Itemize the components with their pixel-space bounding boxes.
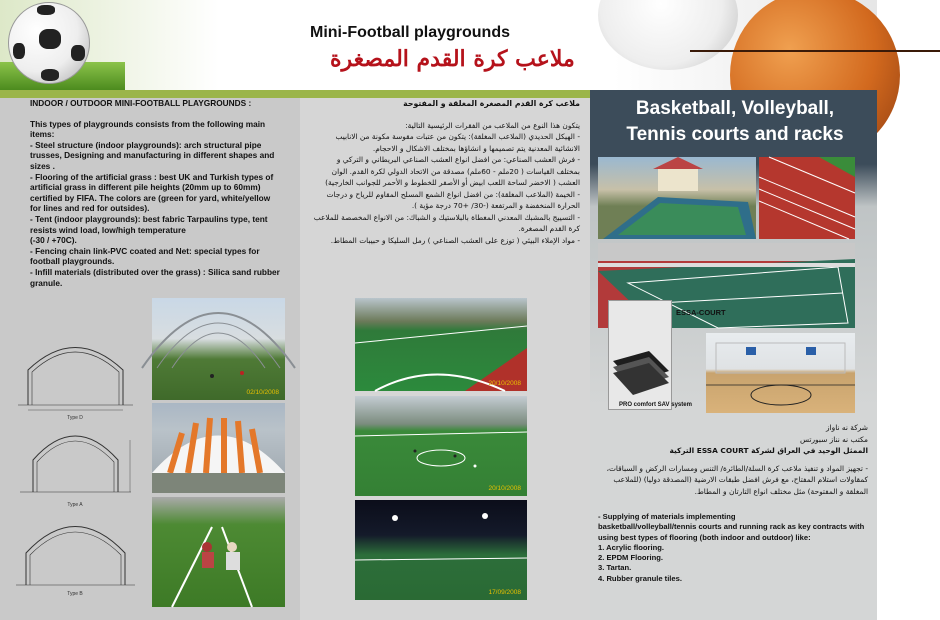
photo-date: 20/10/2008 bbox=[488, 380, 521, 387]
right-arabic-line: الممثل الوحيد في العراق لشركة ESSA COURT التركية bbox=[669, 446, 868, 455]
arabic-heading: ملاعب كرة القدم المصغرة المغلقة و المفتوحة bbox=[403, 99, 580, 108]
arabic-description bbox=[312, 98, 580, 246]
photo-date: 17/09/2008 bbox=[488, 589, 521, 596]
diagram-label: Type B bbox=[67, 591, 83, 597]
photo-date: 02/10/2008 bbox=[246, 389, 279, 396]
arabic-line: - التسييج بالمشبك المعدني المغطاة بالبلاستيك و الشباك: من الانواع المخصصة للملاعب كرة القدم المصغرة. bbox=[313, 212, 580, 233]
right-arabic-line: - تجهيز المواد و تنفيذ ملاعب كرة السلة/الطائرة/ التنس ومسارات الركض و السباقات، كمقاولات استلام المفتاح، مع فرش افضل طبقات الارضية (المصدقة دوليا) (للملاعب المغلقة و المفتوحة) مثل مختلف انواع التارتان و المطاط. bbox=[606, 463, 868, 496]
photo-indoor-basketball-court bbox=[706, 333, 855, 413]
title-english: Mini-Football playgrounds bbox=[310, 24, 510, 41]
arabic-line: - مواد الإملاء البيئي ( توزع على العشب الصناعي ) رمل السليكا و حبيبات المطاط. bbox=[330, 235, 580, 245]
english-line: - Tent (indoor playgrounds): best fabric Tarpaulins type, tent resists wind load, low/high temperature bbox=[30, 213, 268, 235]
structure-diagram-type-a bbox=[8, 420, 143, 512]
right-arabic-line: شركة نه ناواز bbox=[826, 423, 868, 432]
english-line: - Steel structure (indoor playgrounds): arch structural pipe trusses, Designing and manufacturing in different shapes and sizes . bbox=[30, 139, 275, 171]
arabic-line: - فرش العشب الصناعي: من افضل انواع العشب الصناعي البريطاني و التركي و بمختلف القياسات ( 20ملم - 60ملم) مصدقة من الاتحاد الدولي لكرة القدم. الوان العشب ( الاخضر لساحة اللعب ابيض أو الأصفر للخطوط و الأحمر للجوانب الخارجية) bbox=[325, 155, 580, 187]
volleyball-image bbox=[598, 0, 738, 70]
photo-flooring-layers bbox=[608, 300, 692, 410]
right-title bbox=[600, 96, 870, 148]
diagram-label: Type D bbox=[67, 415, 83, 421]
photo-indoor-arch-field bbox=[152, 298, 285, 400]
english-line: This types of playgrounds consists from the following main items: bbox=[30, 118, 266, 140]
right-english-line: 3. Tartan. bbox=[598, 563, 632, 573]
essa-court-logo: ESSA-COURT bbox=[676, 308, 726, 317]
right-english-line: 2. EPDM Flooring. bbox=[598, 553, 663, 563]
soccer-ball-image bbox=[8, 2, 90, 84]
english-heading: INDOOR / OUTDOOR MINI-FOOTBALL PLAYGROUNDS : bbox=[30, 98, 252, 108]
english-line: - Flooring of the artificial grass : best UK and Turkish types of artificial grass in different pile heights (20mm up to 60mm) certified by FIFA. The colors are (green for yard, white/yellow for lines and red for outsides). bbox=[30, 171, 274, 214]
right-english-heading: - Supplying of materials implementing bbox=[598, 512, 736, 521]
english-description bbox=[30, 98, 282, 288]
right-arabic-line: مكتب نه نناز سبورتس bbox=[800, 434, 868, 444]
green-divider bbox=[0, 90, 590, 98]
english-line: (-30 / +70C). bbox=[30, 235, 77, 246]
english-line: - Fencing chain link-PVC coated and Net: special types for football playgrounds. bbox=[30, 245, 260, 267]
diagram-label: Type A bbox=[67, 502, 83, 508]
right-english-text bbox=[598, 512, 870, 584]
right-arabic-text bbox=[596, 422, 868, 497]
header-banner bbox=[0, 0, 877, 90]
arabic-line: - الهيكل الحديدي (الملاعب المغلقة): يتكون من عتبات مقوسة مكونة من الانابيب الانشائية المعدنية يتم تصميمها و انشاؤها بمختلف الاشكال و الاحجام. bbox=[335, 132, 580, 153]
arabic-line: يتكون هذا النوع من الملاعب من الفقرات الرئيسية التالية: bbox=[405, 120, 580, 130]
english-line: - Infill materials (distributed over the grass) : Silica sand rubber granule. bbox=[30, 266, 280, 288]
photo-outdoor-field-players bbox=[355, 396, 527, 496]
photo-striped-tent bbox=[152, 403, 285, 493]
photo-running-track bbox=[759, 157, 855, 239]
photo-grass-installation bbox=[152, 497, 285, 607]
title-arabic: ملاعب كرة القدم المصغرة bbox=[330, 46, 575, 72]
photo-basketball-court-villa bbox=[598, 157, 756, 239]
right-english-line: 4. Rubber granule tiles. bbox=[598, 573, 682, 583]
photo-date: 20/10/2008 bbox=[488, 485, 521, 492]
arabic-line: - الخيمة (الملاعب المغلقة): من افضل انواع الشمع المسلح المقاوم للرياح و درجات الحرارة المنخفضة و المرتفعة (-30/ +70 درجة مؤية ). bbox=[326, 189, 580, 210]
right-title-line1: Basketball, Volleyball, bbox=[635, 98, 835, 119]
right-title-line2: Tennis courts and racks bbox=[626, 124, 844, 145]
photo-outdoor-field-red-border bbox=[355, 298, 527, 391]
structure-diagram-type-b bbox=[8, 505, 143, 597]
pro-system-label: PRO comfort SAV system bbox=[619, 402, 692, 408]
right-english-line: 1. Acrylic flooring. bbox=[598, 542, 664, 552]
structure-diagram-type-d bbox=[8, 330, 143, 422]
photo-night-field bbox=[355, 500, 527, 600]
right-english-line: basketball/volleyball/tennis courts and running rack as key contracts with using best types of flooring (both indoor and outdoor) like: bbox=[598, 522, 865, 542]
